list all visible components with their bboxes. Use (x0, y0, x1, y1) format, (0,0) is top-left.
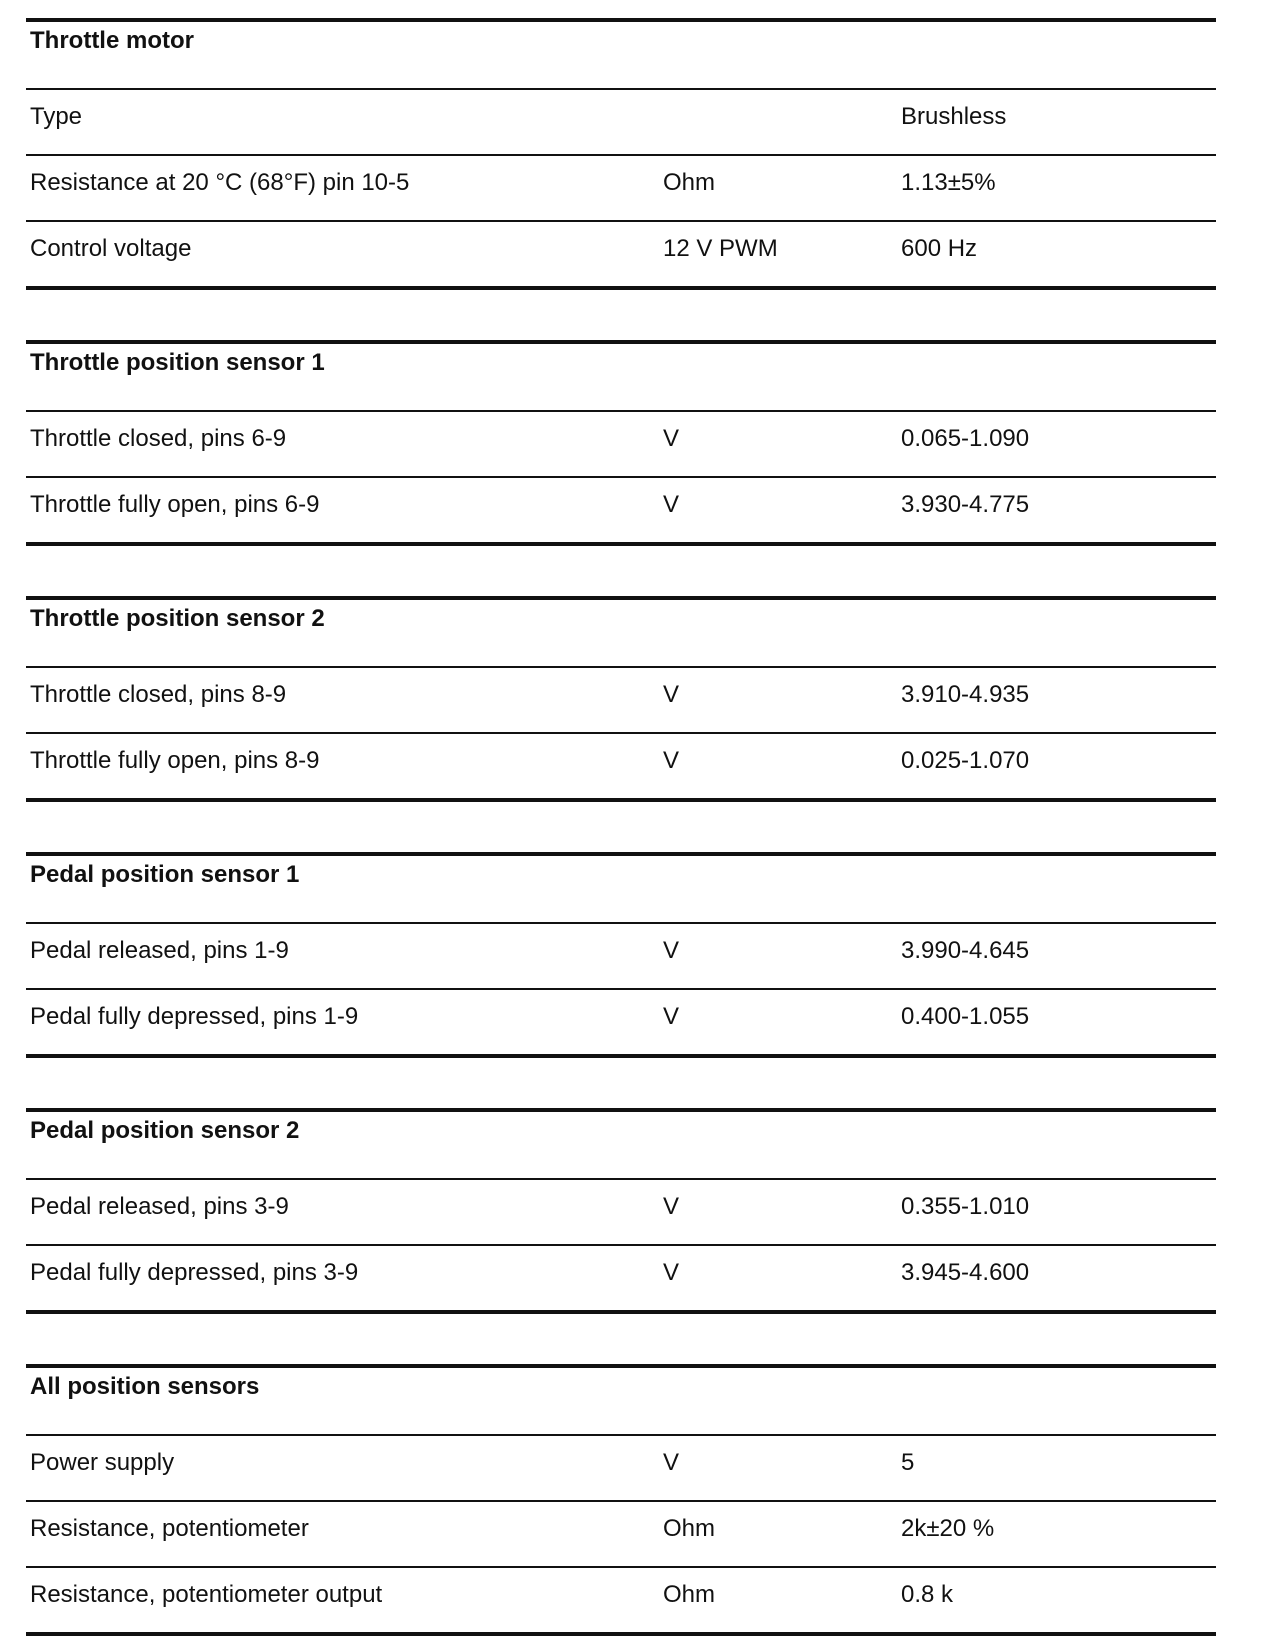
spec-value: 600 Hz (901, 235, 978, 262)
spec-label: Resistance at 20 °C (68°F) pin 10-5 (30, 169, 410, 196)
spec-row (26, 1566, 1216, 1632)
section-title: All position sensors (30, 1373, 260, 1400)
section-title-row (26, 856, 1216, 922)
spec-value: 0.065-1.090 (901, 425, 1030, 452)
spec-unit: V (663, 491, 680, 518)
section-title-row (26, 1368, 1216, 1434)
section-throttle-position-sensor-2 (26, 596, 1216, 802)
spec-label: Power supply (30, 1449, 175, 1476)
spec-value: 1.13±5% (901, 169, 996, 196)
spec-unit: Ohm (663, 1515, 716, 1542)
spec-value: 3.990-4.645 (901, 937, 1030, 964)
section-throttle-position-sensor-1 (26, 340, 1216, 546)
spec-value: 0.8 k (901, 1581, 954, 1608)
spec-label: Throttle closed, pins 8-9 (30, 681, 287, 708)
spec-row (26, 410, 1216, 476)
spec-unit: V (663, 1003, 680, 1030)
spec-unit: V (663, 1193, 680, 1220)
spec-value: Brushless (901, 103, 1007, 130)
spec-label: Resistance, potentiometer (30, 1515, 309, 1542)
spec-value: 0.400-1.055 (901, 1003, 1030, 1030)
section-all-position-sensors (26, 1364, 1216, 1636)
spec-row (26, 1434, 1216, 1500)
spec-label: Throttle fully open, pins 8-9 (30, 747, 320, 774)
spec-value: 0.025-1.070 (901, 747, 1030, 774)
spec-value: 3.945-4.600 (901, 1259, 1030, 1286)
spec-unit: 12 V PWM (663, 235, 778, 262)
spec-unit: Ohm (663, 169, 716, 196)
spec-row (26, 220, 1216, 286)
spec-label: Pedal released, pins 3-9 (30, 1193, 289, 1220)
section-title: Pedal position sensor 2 (30, 1117, 300, 1144)
spec-row (26, 988, 1216, 1054)
spec-unit: V (663, 1449, 680, 1476)
spec-label: Resistance, potentiometer output (30, 1581, 383, 1608)
section-pedal-position-sensor-1 (26, 852, 1216, 1058)
section-title: Throttle position sensor 1 (30, 349, 325, 376)
section-title: Throttle motor (30, 27, 194, 54)
spec-sheet (26, 18, 1216, 1636)
spec-label: Pedal released, pins 1-9 (30, 937, 289, 964)
spec-label: Pedal fully depressed, pins 3-9 (30, 1259, 359, 1286)
section-pedal-position-sensor-2 (26, 1108, 1216, 1314)
spec-label: Type (30, 103, 83, 130)
spec-label: Pedal fully depressed, pins 1-9 (30, 1003, 359, 1030)
spec-value: 2k±20 % (901, 1515, 995, 1542)
section-title: Pedal position sensor 1 (30, 861, 300, 888)
section-throttle-motor (26, 18, 1216, 290)
spec-value: 0.355-1.010 (901, 1193, 1030, 1220)
spec-label: Control voltage (30, 235, 192, 262)
spec-unit: V (663, 937, 680, 964)
spec-row (26, 922, 1216, 988)
spec-unit: V (663, 681, 680, 708)
section-title-row (26, 344, 1216, 410)
spec-value: 3.930-4.775 (901, 491, 1030, 518)
section-title-row (26, 22, 1216, 88)
spec-unit: V (663, 747, 680, 774)
spec-value: 5 (901, 1449, 915, 1476)
spec-value: 3.910-4.935 (901, 681, 1030, 708)
spec-row (26, 154, 1216, 220)
spec-row (26, 666, 1216, 732)
spec-label: Throttle fully open, pins 6-9 (30, 491, 320, 518)
section-title-row (26, 600, 1216, 666)
spec-row (26, 732, 1216, 798)
spec-row (26, 88, 1216, 154)
spec-label: Throttle closed, pins 6-9 (30, 425, 287, 452)
spec-unit: V (663, 425, 680, 452)
section-title-row (26, 1112, 1216, 1178)
section-title: Throttle position sensor 2 (30, 605, 325, 632)
spec-row (26, 1244, 1216, 1310)
spec-unit: V (663, 1259, 680, 1286)
spec-row (26, 1500, 1216, 1566)
spec-row (26, 476, 1216, 542)
spec-unit: Ohm (663, 1581, 716, 1608)
spec-row (26, 1178, 1216, 1244)
